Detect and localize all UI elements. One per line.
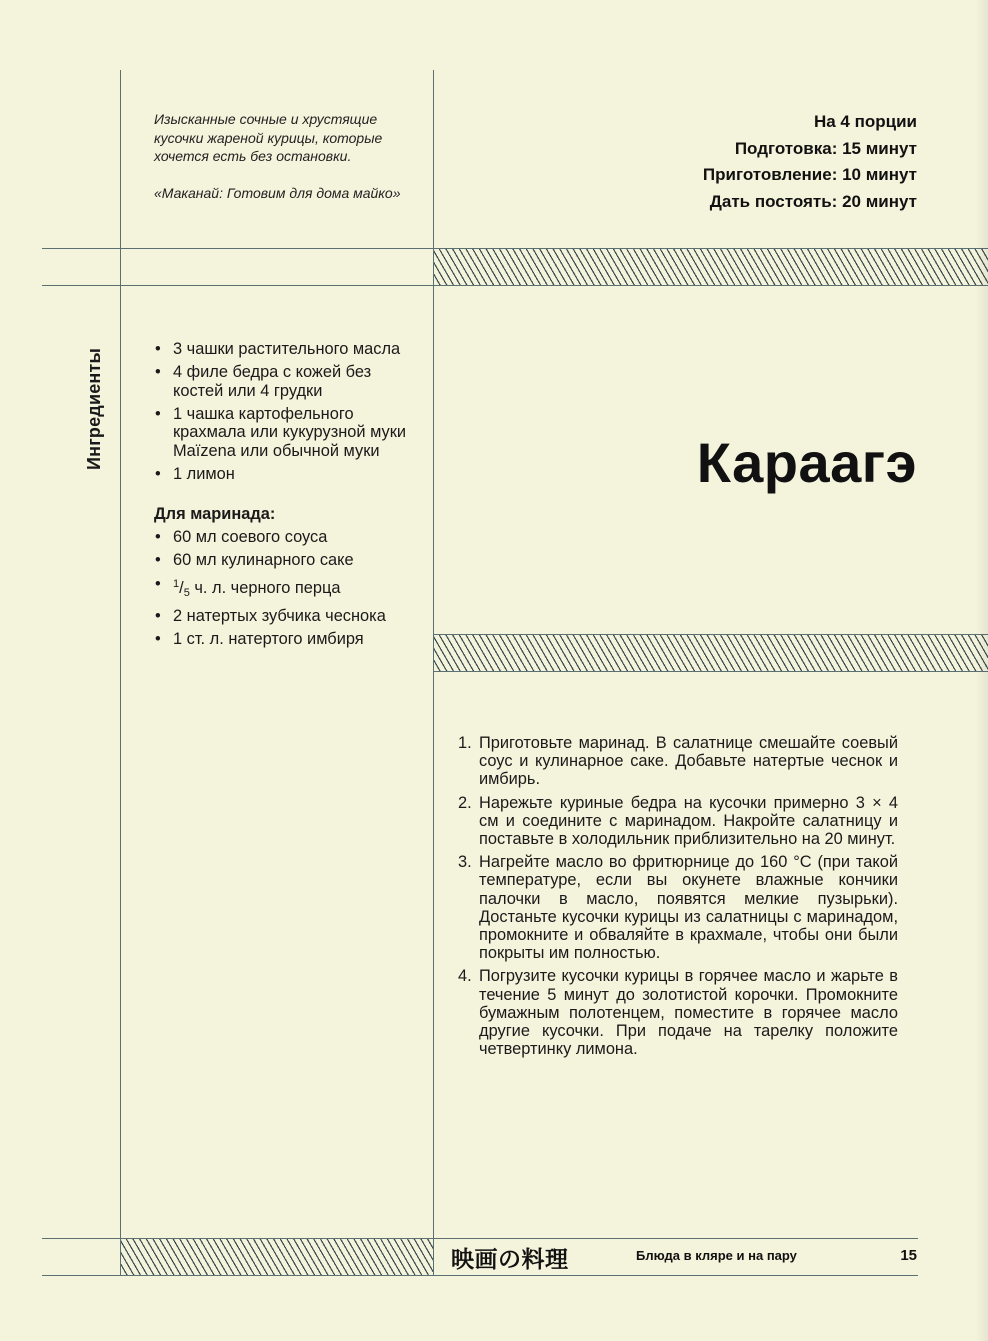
step-number: 1. bbox=[458, 734, 472, 752]
list-item: • $^1$/5 ч. л. черного перца bbox=[154, 575, 424, 603]
list-item: • 2 натертых зубчика чеснока bbox=[154, 607, 424, 626]
list-item bbox=[456, 794, 898, 849]
quote-source: «Маканай: Готовим для дома майко» bbox=[154, 184, 401, 201]
list-item bbox=[456, 734, 898, 789]
prep-time: Подготовка: 15 минут bbox=[734, 138, 917, 158]
intro-quote bbox=[154, 110, 422, 202]
step-number: 3. bbox=[458, 853, 472, 872]
marinade-heading: Для маринада: bbox=[154, 505, 276, 524]
list-item: • 1 лимон bbox=[154, 465, 424, 484]
step-number: 2. bbox=[458, 793, 472, 812]
servings: На 4 порции bbox=[813, 112, 917, 131]
hatch-band-footer bbox=[121, 1239, 433, 1275]
list-item: • 60 мл кулинарного саке bbox=[154, 551, 424, 570]
list-item bbox=[456, 853, 898, 962]
cook-time: Приготовление: 10 минут bbox=[702, 165, 917, 185]
dish-title: Караагэ bbox=[696, 431, 917, 494]
recipe-meta bbox=[703, 109, 917, 215]
rest-time: Дать постоять: 20 минут bbox=[709, 191, 917, 211]
list-item: • 1 ст. л. натертого имбиря bbox=[154, 630, 424, 649]
list-item bbox=[456, 967, 898, 1058]
list-item: • 1 чашка картофельного крахмала или кукурузной муки Maïzena или обычной муки bbox=[154, 405, 424, 461]
section-title: Блюда в кляре и на пару bbox=[636, 1248, 797, 1263]
fraction-denominator: 5 bbox=[183, 586, 190, 599]
hatch-band-top bbox=[434, 249, 988, 285]
quote-text: Изысканные сочные и хрустящие кусочки жареной курицы, которые хочется есть без остановки. bbox=[154, 111, 383, 164]
step-text: Нагрейте масло во фритюрнице до 160 °C (при такой температуре, если вы окунете влажные кончики палочки в масло, появятся мелкие пузырьки). Достаньте кусочки курицы из салатницы с маринадом, промокните и обваляйте в крахмале, чтобы они были покрыты им полностью. bbox=[479, 853, 898, 963]
list-item-text: ч. л. черного перца bbox=[189, 578, 341, 597]
list-item: • 3 чашки растительного масла bbox=[154, 340, 424, 359]
list-item: • 4 филе бедра с кожей без костей или 4 грудки bbox=[154, 363, 424, 400]
step-text: Нарежьте куриные бедра на кусочки примерно 3 × 4 см и соедините с маринадом. Накройте салатницу и поставьте в холодильник приблизительно на 20 минут. bbox=[479, 793, 898, 849]
fraction-numerator: 1 bbox=[173, 577, 180, 590]
steps-list bbox=[456, 734, 898, 1063]
step-number: 4. bbox=[458, 967, 472, 986]
ingredients-list bbox=[154, 340, 424, 653]
page-edge-shadow bbox=[976, 0, 988, 1341]
book-title: 映画の料理 bbox=[451, 1246, 569, 1272]
step-text: Приготовьте маринад. В салатнице смешайте соевый соус и кулинарное саке. Добавьте натертые чеснок и имбирь. bbox=[479, 734, 898, 789]
grid-line bbox=[433, 671, 988, 672]
page-number: 15 bbox=[900, 1247, 917, 1264]
grid-line bbox=[120, 70, 121, 1276]
list-item: • 60 мл соевого соуса bbox=[154, 528, 424, 547]
grid-line bbox=[42, 1275, 918, 1276]
hatch-band-middle bbox=[434, 635, 988, 671]
step-text: Погрузите кусочки курицы в горячее масло и жарьте в течение 5 минут до золотистой корочки. Промокните бумажным полотенцем, поместите в горячее масло другие кусочки. При подаче на тарелку положите четвертинку лимона. bbox=[479, 967, 898, 1059]
grid-line bbox=[42, 285, 988, 286]
ingredients-heading: Ингредиенты bbox=[84, 347, 104, 470]
